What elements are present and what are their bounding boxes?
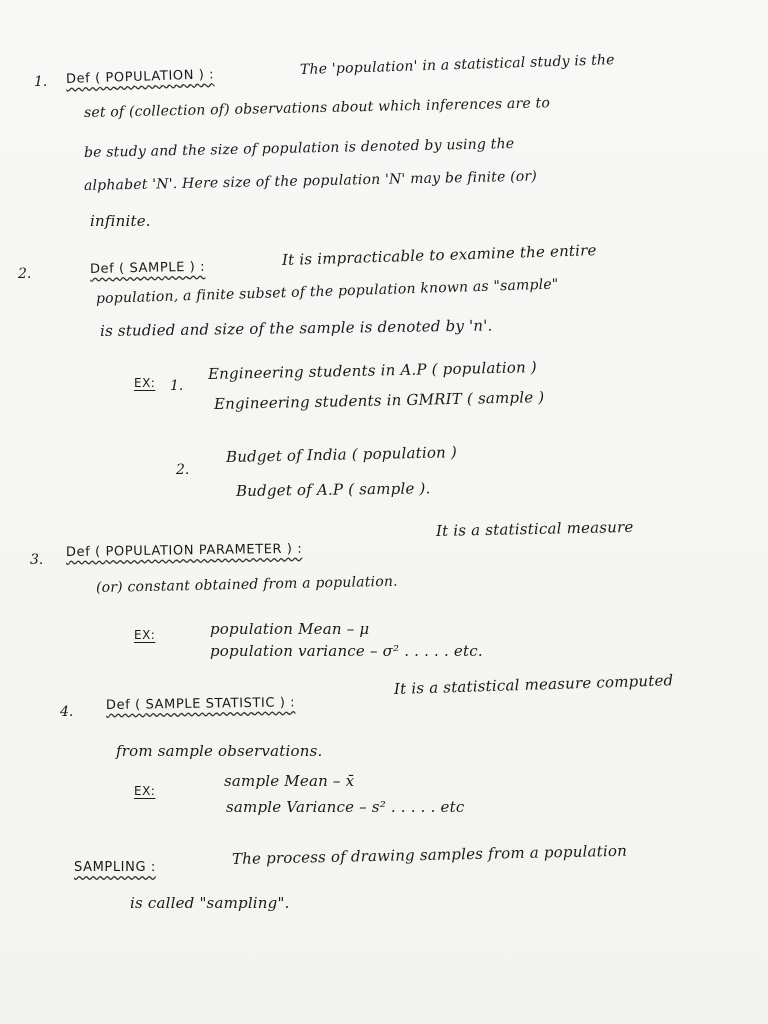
sampling-text: is called "sampling". xyxy=(130,894,290,912)
example-text: Engineering students in GMRIT ( sample ) xyxy=(213,388,545,413)
definition-text: (or) constant obtained from a population. xyxy=(95,573,398,596)
item-number: 3. xyxy=(30,552,44,568)
definition-text: The 'population' in a statistical study is the xyxy=(299,52,615,78)
example-label: EX: xyxy=(134,784,156,798)
definition-heading: Def ( POPULATION ) : xyxy=(65,67,215,87)
definition-heading: Def ( SAMPLE STATISTIC ) : xyxy=(105,695,296,713)
definition-text: It is impracticable to examine the entire xyxy=(281,241,597,269)
item-number: 2. xyxy=(18,266,32,282)
item-number: 4. xyxy=(60,704,74,720)
example-text: Budget of India ( population ) xyxy=(225,443,458,466)
example-text: sample Variance – s² . . . . . etc xyxy=(226,798,465,816)
definition-text: is studied and size of the sample is denoted by 'n'. xyxy=(99,316,493,340)
example-number: 2. xyxy=(176,462,190,478)
sampling-heading: SAMPLING : xyxy=(74,860,156,875)
definition-text: population, a finite subset of the population known as "sample" xyxy=(95,276,559,307)
definition-heading: Def ( SAMPLE ) : xyxy=(89,259,206,277)
definition-text: infinite. xyxy=(90,212,151,230)
item-number: 1. xyxy=(34,74,48,90)
example-label: EX: xyxy=(134,376,156,390)
definition-heading: Def ( POPULATION PARAMETER ) : xyxy=(65,541,303,560)
example-text: Budget of A.P ( sample ). xyxy=(235,479,431,500)
definition-text: It is a statistical measure xyxy=(435,517,634,540)
example-label: EX: xyxy=(134,628,156,642)
definition-text: set of (collection of) observations about which inferences are to xyxy=(83,95,551,121)
example-text: population variance – σ² . . . . . etc. xyxy=(210,642,483,660)
definition-text: It is a statistical measure computed xyxy=(393,671,674,698)
example-text: Engineering students in A.P ( population ) xyxy=(207,358,538,383)
example-number: 1. xyxy=(170,378,184,394)
sampling-text: The process of drawing samples from a population xyxy=(231,841,628,868)
definition-text: be study and the size of population is denoted by using the xyxy=(83,135,515,161)
example-text: sample Mean – x̄ xyxy=(224,772,355,790)
definition-text: alphabet 'N'. Here size of the population 'N' may be finite (or) xyxy=(83,168,538,194)
definition-text: from sample observations. xyxy=(116,742,323,760)
example-text: population Mean – μ xyxy=(210,620,370,638)
